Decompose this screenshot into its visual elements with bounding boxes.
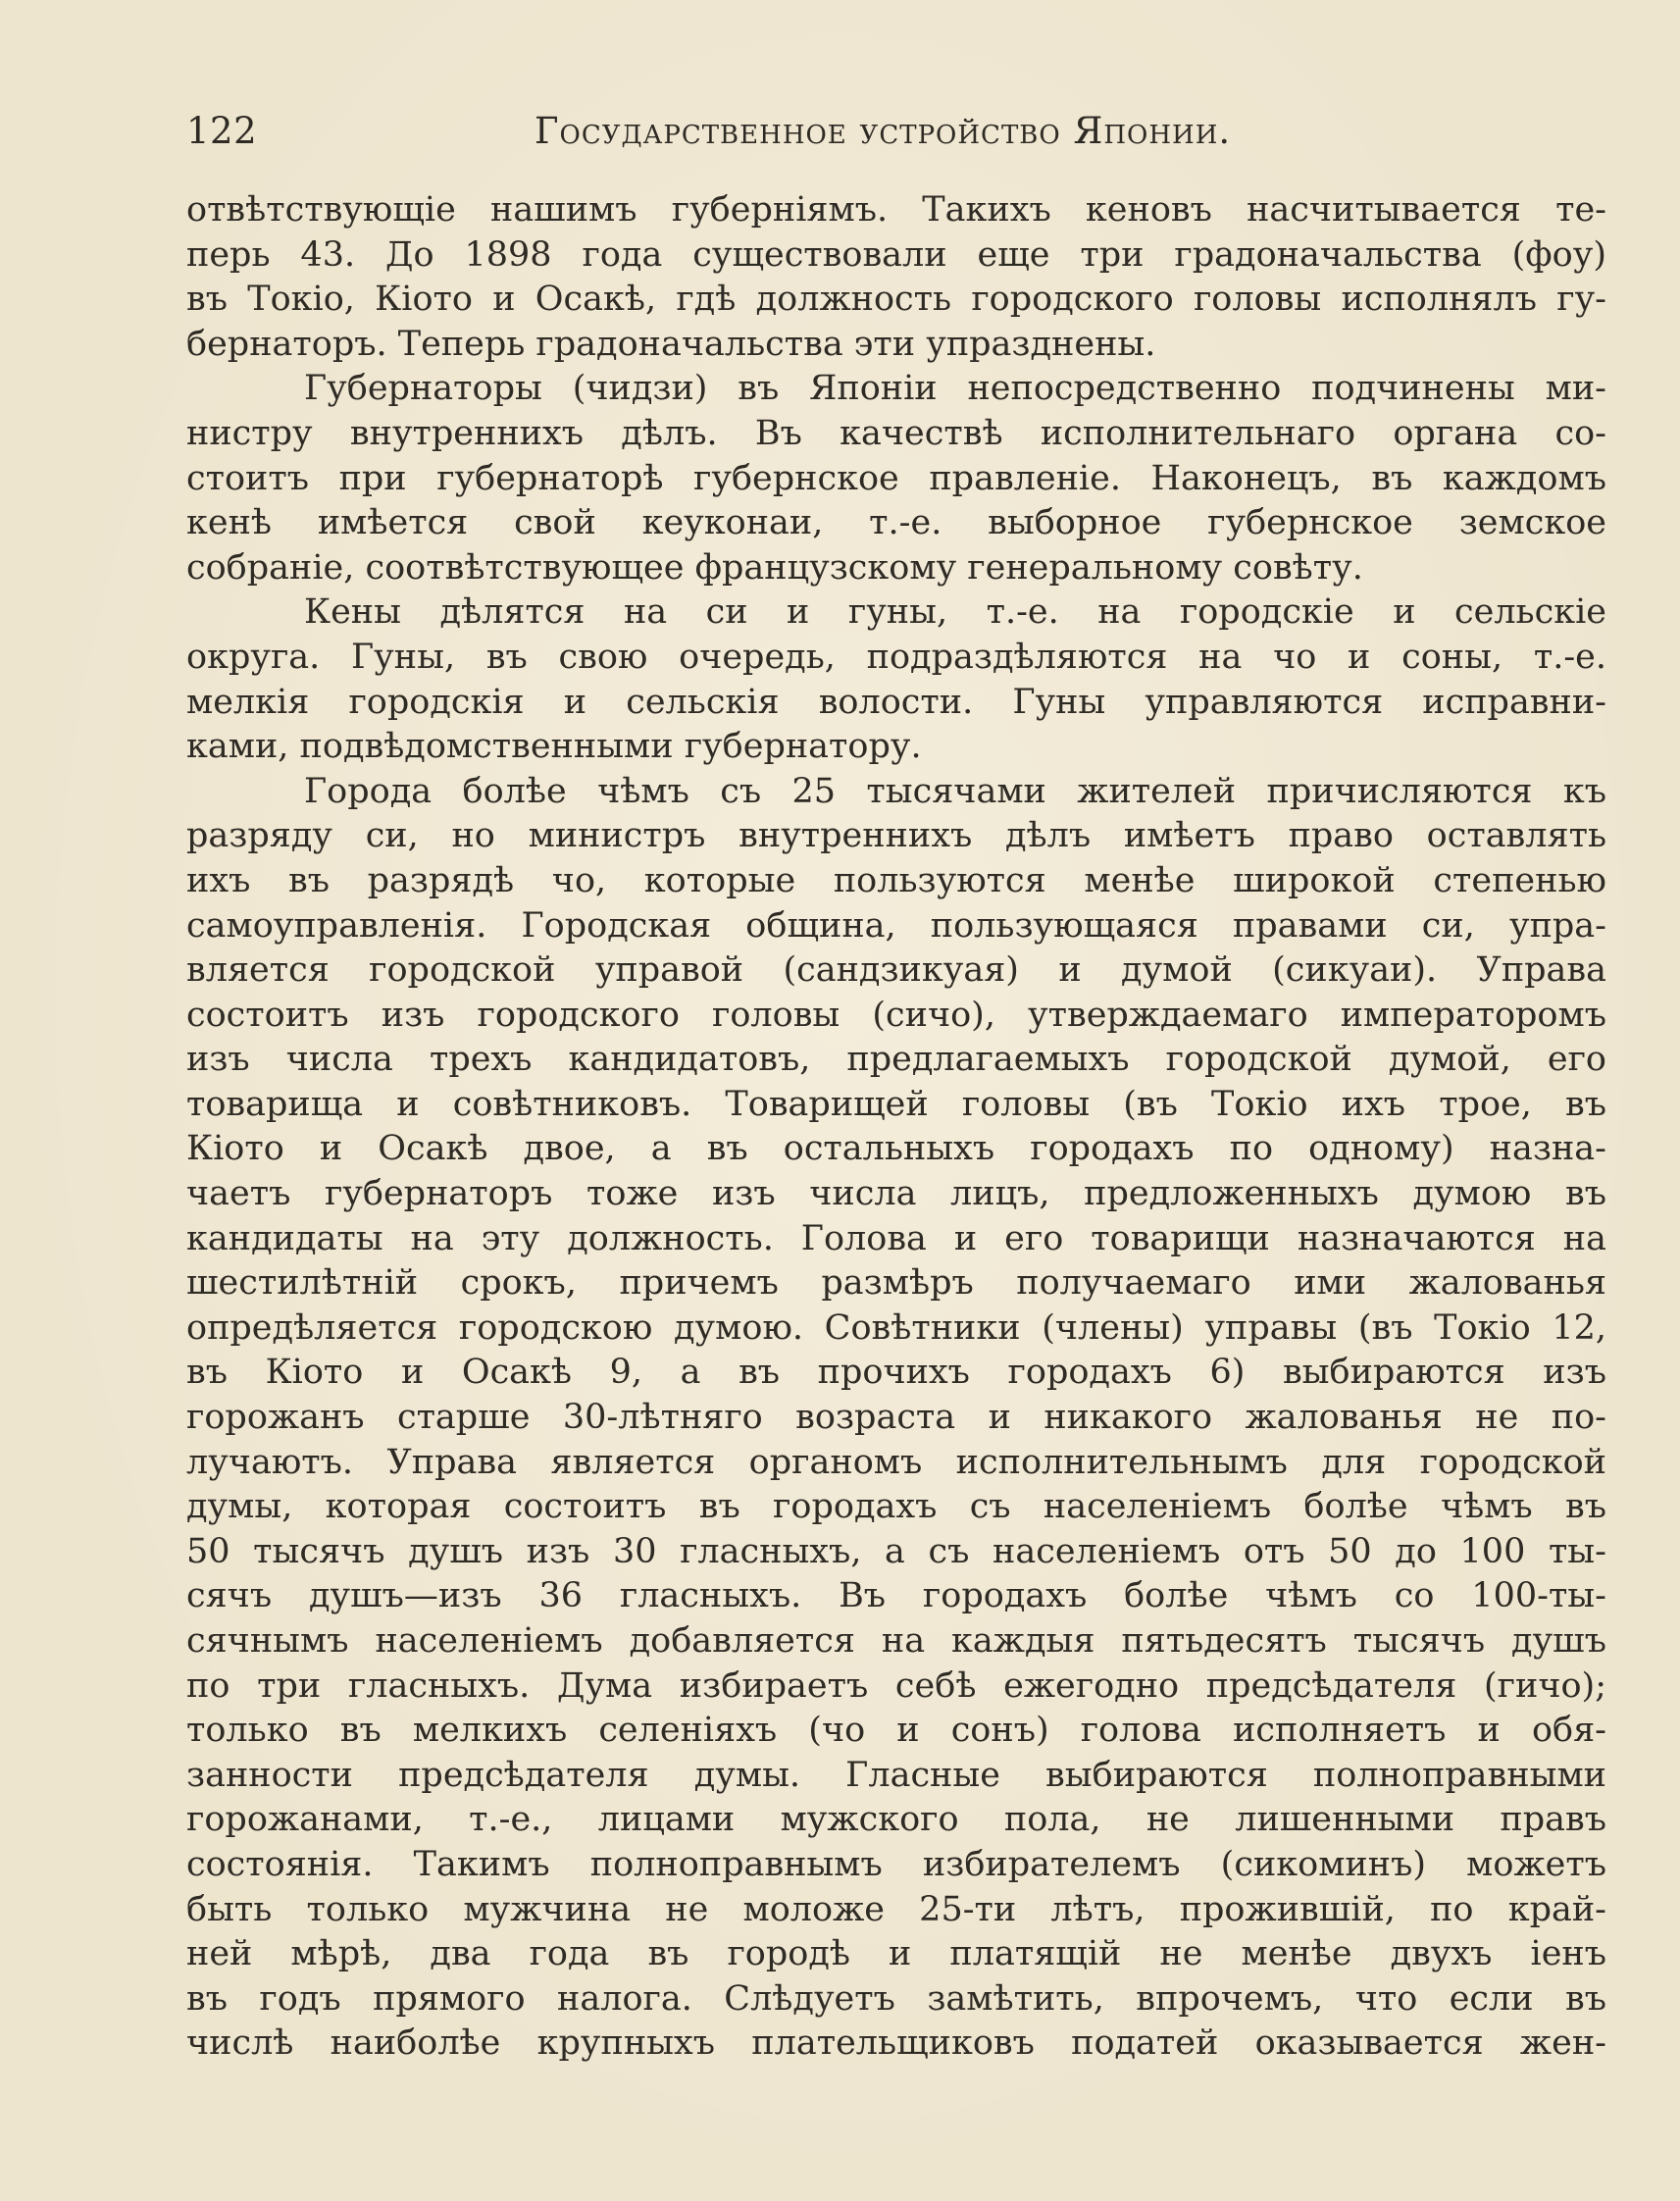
text-line: нистру внутреннихъ дѣлъ. Въ качествѣ исполнительнаго органа со- — [186, 413, 1606, 453]
text-line: только въ мелкихъ селеніяхъ (чо и сонъ) голова исполняетъ и обя- — [186, 1711, 1606, 1751]
text-line: Кіото и Осакѣ двое, а въ остальныхъ городахъ по одному) назна- — [186, 1129, 1606, 1169]
text-line: въ годъ прямого налога. Слѣдуетъ замѣтить, впрочемъ, что если въ — [186, 1978, 1606, 2019]
text-line: ками, подвѣдомственными губернатору. — [186, 727, 922, 767]
text-line: самоуправленія. Городская община, пользующаяся правами си, упра- — [186, 905, 1606, 946]
text-line: отвѣтствующіе нашимъ губерніямъ. Такихъ кеновъ насчитывается те- — [186, 190, 1606, 230]
body-text — [186, 188, 1606, 2067]
text-line: ней мѣрѣ, два года въ городѣ и платящій не менѣе двухъ іенъ — [186, 1934, 1606, 1974]
text-line: бернаторъ. Теперь градоначальства эти упразднены. — [186, 324, 1156, 364]
text-line: изъ числа трехъ кандидатовъ, предлагаемыхъ городской думой, его — [186, 1040, 1606, 1080]
page-number: 122 — [186, 110, 258, 152]
text-line: мелкія городскія и сельскія волости. Гуны управляются исправни- — [186, 682, 1606, 722]
text-line: состоянія. Такимъ полноправнымъ избирателемъ (сикоминъ) можетъ — [186, 1844, 1606, 1884]
text-line: сячъ душъ—изъ 36 гласныхъ. Въ городахъ болѣе чѣмъ со 100-ты- — [186, 1576, 1606, 1616]
text-line: лучаютъ. Управа является органомъ исполнительнымъ для городской — [186, 1442, 1606, 1482]
text-line: вляется городской управой (сандзикуая) и думой (сикуаи). Управа — [186, 950, 1606, 991]
running-head — [186, 110, 1250, 161]
text-line: занности предсѣдателя думы. Гласные выбираются полноправными — [186, 1755, 1606, 1795]
text-line: думы, которая состоитъ въ городахъ съ населеніемъ болѣе чѣмъ въ — [186, 1487, 1606, 1527]
text-line: округа. Гуны, въ свою очередь, подраздѣляются на чо и соны, т.-е. — [186, 637, 1606, 677]
text-line: кандидаты на эту должность. Голова и его товарищи назначаются на — [186, 1218, 1606, 1258]
text-line: состоитъ изъ городского головы (сичо), утверждаемаго императоромъ — [186, 995, 1606, 1035]
text-line: числѣ наиболѣе крупныхъ плательщиковъ податей оказывается жен- — [186, 2023, 1606, 2064]
text-line: опредѣляется городскою думою. Совѣтники (члены) управы (въ Токіо 12, — [186, 1307, 1606, 1348]
text-line: быть только мужчина не моложе 25-ти лѣтъ, прожившій, по край- — [186, 1889, 1606, 1929]
paragraph-first-line: Кены дѣлятся на си и гуны, т.-е. на городскіе и сельскіе — [304, 592, 1606, 633]
paragraph-first-line: Города болѣе чѣмъ съ 25 тысячами жителей причисляются къ — [304, 771, 1606, 811]
text-line: собраніе, соотвѣтствующее французскому генеральному совѣту. — [186, 547, 1363, 588]
text-line: въ Кіото и Осакѣ 9, а въ прочихъ городахъ 6) выбираются изъ — [186, 1353, 1606, 1393]
text-line: разряду си, но министръ внутреннихъ дѣлъ имѣетъ право оставлять — [186, 816, 1606, 856]
paragraph-first-line: Губернаторы (чидзи) въ Японіи непосредственно подчинены ми- — [304, 369, 1606, 409]
text-line: кенѣ имѣется свой кеуконаи, т.-е. выборное губернское земское — [186, 503, 1606, 543]
text-line: чаетъ губернаторъ тоже изъ числа лицъ, предложенныхъ думою въ — [186, 1174, 1606, 1214]
text-line: перь 43. До 1898 года существовали еще три градоначальства (фоу) — [186, 234, 1606, 275]
text-line: горожанами, т.-е., лицами мужского пола, не лишенными правъ — [186, 1800, 1606, 1840]
text-line: шестилѣтній срокъ, причемъ размѣръ получаемаго ими жалованья — [186, 1263, 1606, 1304]
text-line: ихъ въ разрядѣ чо, которые пользуются менѣе широкой степенью — [186, 860, 1606, 900]
text-line: по три гласныхъ. Дума избираетъ себѣ ежегодно предсѣдателя (гичо); — [186, 1665, 1606, 1706]
running-title: Государственное устройство Японии. — [535, 110, 1232, 152]
text-line: стоитъ при губернаторѣ губернское правленіе. Наконецъ, въ каждомъ — [186, 458, 1606, 498]
text-line: горожанъ старше 30-лѣтняго возраста и никакого жалованья не по- — [186, 1398, 1606, 1438]
text-line: сячнымъ населеніемъ добавляется на каждыя пятьдесятъ тысячъ душъ — [186, 1621, 1606, 1661]
text-line: 50 тысячъ душъ изъ 30 гласныхъ, а съ населеніемъ отъ 50 до 100 ты- — [186, 1531, 1606, 1571]
text-line: въ Токіо, Кіото и Осакѣ, гдѣ должность городского головы исполнялъ гу- — [186, 280, 1606, 320]
text-line: товарища и совѣтниковъ. Товарищей головы (въ Токіо ихъ трое, въ — [186, 1084, 1606, 1124]
